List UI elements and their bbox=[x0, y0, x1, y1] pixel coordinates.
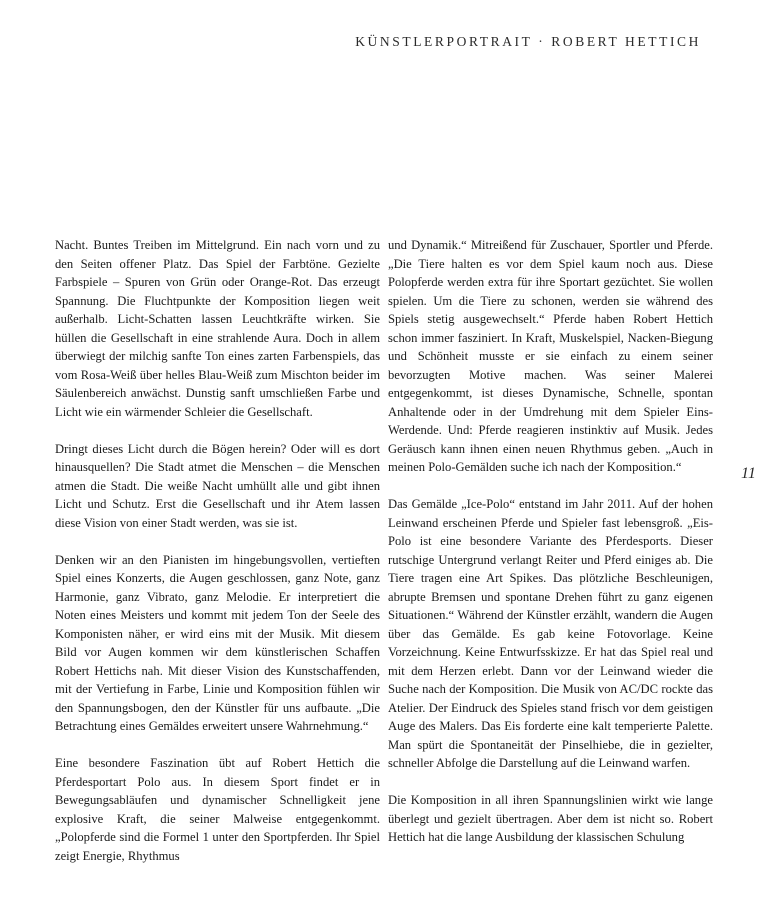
paragraph: Die Komposition in all ihren Spannungslinien wirkt wie lange überlegt und gezielt übertragen. Aber dem ist nicht so. Robert Hettich hat die lange Ausbildung der klassischen Schulung bbox=[388, 793, 713, 844]
left-text-column bbox=[55, 236, 380, 865]
right-text-column bbox=[388, 236, 713, 847]
page-number: 11 bbox=[741, 465, 756, 482]
paragraph: Nacht. Buntes Treiben im Mittelgrund. Ein nach vorn und zu den Seiten offener Platz. Das Spiel der Farbtöne. Gezielte Farbspiele – Spuren von Grün oder Orange-Rot. Das erzeugt Spannung. Die Fluchtpunkte der Komposition liegen weit außerhalb. Licht-Schatten lassen Leuchtkräfte wirken. Sie hüllen die Gesellschaft in eine strahlende Aura. Doch in allem überwiegt der milchig sanfte Ton eines zarten Farbenspiels, das vom Rosa-Weiß über helles Blau-Weiß zum Mischton beider im Säulenbereich anwächst. Dunstig sanft umschließen Farbe und Licht wie ein wärmender Schleier die Gesellschaft. bbox=[55, 238, 380, 419]
paragraph: Das Gemälde „Ice-Polo“ entstand im Jahr 2011. Auf der hohen Leinwand erscheinen Pferde und Spieler fast lebensgroß. „Eis-Polo ist eine besondere Variante des Pferdesports. Dieser rutschige Untergrund verlangt Reiter und Pferd einiges ab. Die Tiere tragen eine Art Spikes. Das plötzliche Beschleunigen, abrupte Bremsen und spontane Drehen führt zu ganz eigenen Situationen.“ Während der Künstler erzählt, wandern die Augen über das Gemälde. Es gab keine Fotovorlage. Keine Vorzeichnung. Keine Entwurfsskizze. Er hat das Spiel real und mit dem Herzen erlebt. Dann vor der Leinwand wieder die Suche nach der Komposition. Die Musik von AC/DC rockte das Atelier. Der Eindruck des Spieles stand frisch vor dem geistigen Auge des Malers. Das Eis forderte eine kalt temperierte Palette. Man spürt die Spontaneität der Pinselhiebe, die in gezielter, schneller Abfolge die Darstellung auf die Leinwand warfen. bbox=[388, 497, 713, 770]
paragraph: Eine besondere Faszination übt auf Robert Hettich die Pferdesportart Polo aus. In diesem Sport findet er in Bewegungsabläufen und dynamischer Schnelligkeit jene explosive Kraft, die seiner Malweise entgegenkommt. „Polopferde sind die Formel 1 unter den Sportpferden. Ihr Spiel zeigt Energie, Rhythmus bbox=[55, 756, 380, 863]
paragraph: Dringt dieses Licht durch die Bögen herein? Oder will es dort hinausquellen? Die Stadt atmet die Menschen – die Menschen atmen die Stadt. Die weiße Nacht umhüllt alle und gibt ihnen Licht und Schutz. Erst die Gesellschaft und ihr Atem lassen diese Vision von einer Stadt werden, was sie ist. bbox=[55, 441, 380, 530]
paragraph: und Dynamik.“ Mitreißend für Zuschauer, Sportler und Pferde. „Die Tiere halten es vor dem Spiel kaum noch aus. Diese Polopferde werden extra für ihre Sportart gezüchtet. Sie wollen spielen. Um die Tiere zu schonen, werden sie während des Spiels stetig ausgewechselt.“ Pferde haben Robert Hettich schon immer fasziniert. In Kraft, Muskelspiel, Nacken-Biegung und Schönheit musste er sie einfach zu einem seiner bevorzugten Motive machen. Was seiner Malerei entgegenkommt, ist dieses Dynamische, Schnelle, spontan Anhaltende oder in der Umdrehung mit dem Spieler Eins-Werdende. Und: Pferde reagieren instinktiv auf Musik. Jedes Geräusch kann ihnen einen neuen Rhythmus geben. „Auch in meinen Polo-Gemälden suche ich nach der Komposition.“ bbox=[388, 238, 713, 474]
paragraph: Denken wir an den Pianisten im hingebungsvollen, vertieften Spiel eines Konzerts, die Augen geschlossen, ganz Note, ganz Harmonie, ganz Vibrato, ganz Melodie. Er interpretiert die Noten eines Meisters und kommt mit jedem Ton der Seele des Komponisten näher, er wird eins mit der Musik. Mit diesem Bild vor Augen kommen wir dem künstlerischen Schaffen Robert Hettichs nah. Mit dieser Vision des Kunstschaffenden, mit der Vertiefung in Farbe, Linie und Komposition fühlen wir den Spannungsbogen, den der Künstler für uns aufbaute. „Die Betrachtung eines Gemäldes erweitert unsere Wahrnehmung.“ bbox=[55, 552, 380, 733]
running-header: KÜNSTLERPORTRAIT · ROBERT HETTICH bbox=[355, 34, 701, 49]
